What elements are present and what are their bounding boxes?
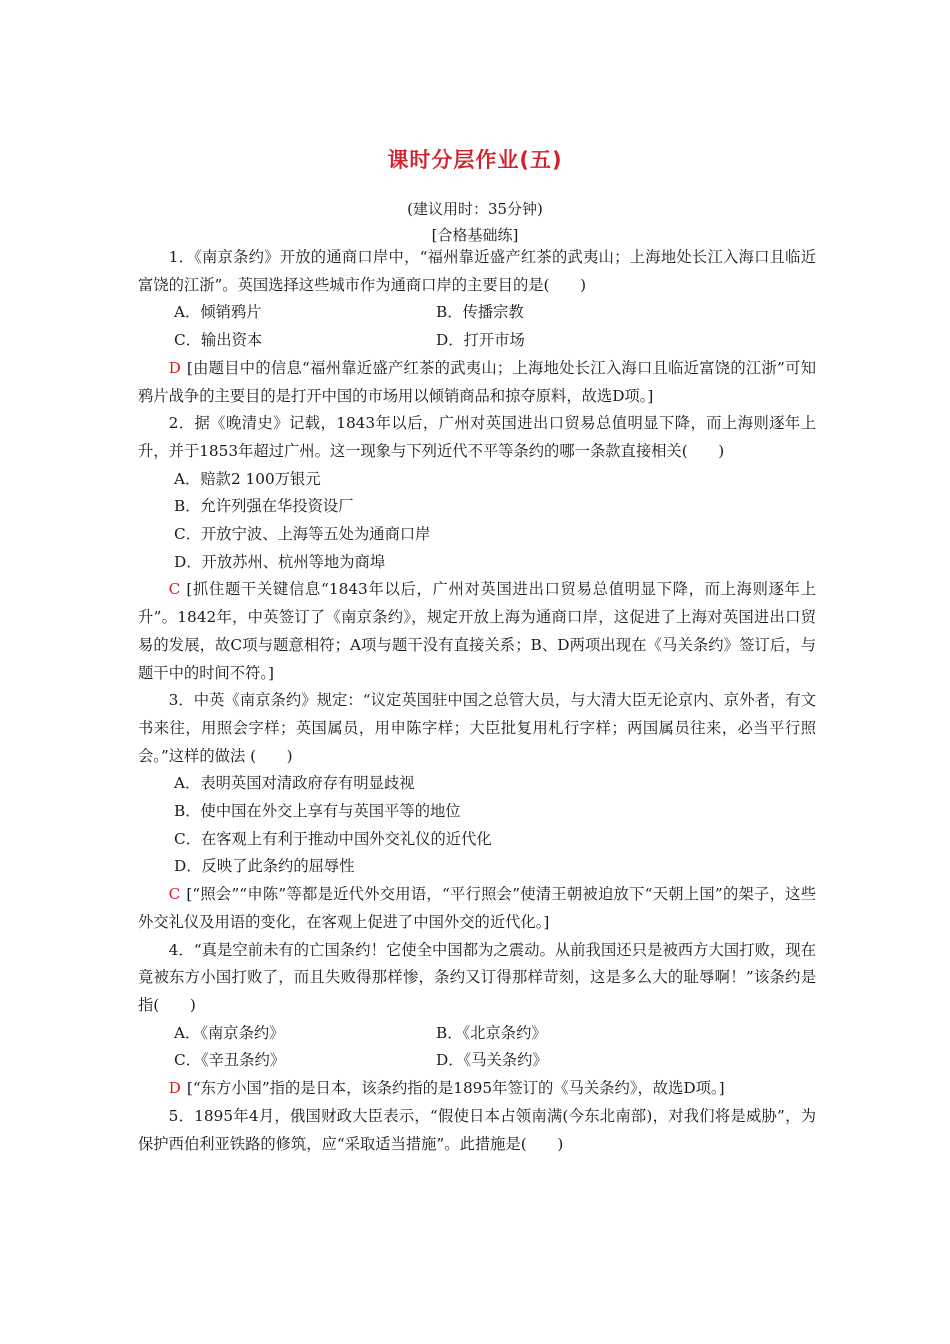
question-1-options-row-2 xyxy=(138,327,816,355)
option-c: C．输出资本 xyxy=(174,331,263,350)
question-list xyxy=(138,244,816,1158)
section-heading: [合格基础练] xyxy=(431,226,519,244)
option-d: D．打开市场 xyxy=(436,331,525,350)
question-4-stem: 4．“真是空前未有的亡国条约！它使全中国都为之震动。从前我国还只是被西方大国打败，现在竟被东方小国打败了，而且失败得那样惨，条约又订得那样苛刻，这是多么大的耻辱啊！”该条约是指( ) xyxy=(138,940,816,1014)
option-a: A．《南京条约》 xyxy=(174,1023,285,1042)
page-title: 课时分层作业(五) xyxy=(387,148,563,172)
question-3-explanation xyxy=(138,881,816,936)
option-d: D．开放苏州、杭州等地为商埠 xyxy=(174,552,386,571)
question-4-options-row-1 xyxy=(138,1020,816,1048)
explanation-text: [“东方小国”指的是日本，该条约指的是1895年签订的《马关条约》，故选D项。] xyxy=(186,1079,725,1098)
answer-letter: C xyxy=(168,580,181,599)
question-2-explanation xyxy=(138,576,816,687)
question-1-stem: 1．《南京条约》开放的通商口岸中，“福州靠近盛产红茶的武夷山；上海地处长江入海口且临近富饶的江浙”。英国选择这些城市作为通商口岸的主要目的是( ) xyxy=(138,248,816,294)
question-4-explanation xyxy=(138,1075,816,1103)
option-c: C．开放宁波、上海等五处为通商口岸 xyxy=(174,525,431,544)
option-b: B．《北京条约》 xyxy=(436,1023,547,1042)
question-2-stem: 2．据《晚清史》记载，1843年以后，广州对英国进出口贸易总值明显下降，而上海则逐年上升，并于1853年超过广州。这一现象与下列近代不平等条约的哪一条款直接相关( ) xyxy=(138,414,816,460)
option-b: B．传播宗教 xyxy=(436,303,524,322)
option-c: C．在客观上有利于推动中国外交礼仪的近代化 xyxy=(174,829,492,848)
option-a: A．表明英国对清政府存有明显歧视 xyxy=(174,774,415,793)
option-c: C．《辛丑条约》 xyxy=(174,1051,286,1070)
answer-letter: D xyxy=(168,1079,181,1098)
answer-letter: C xyxy=(168,885,181,904)
question-1-options-row-1 xyxy=(138,299,816,327)
answer-letter: D xyxy=(168,358,181,377)
question-5-stem: 5．1895年4月，俄国财政大臣表示，“假使日本占领南满(今东北南部)，对我们将是威胁”，为保护西伯利亚铁路的修筑，应“采取适当措施”。此措施是( ) xyxy=(138,1106,816,1153)
option-b: B．使中国在外交上享有与英国平等的地位 xyxy=(174,802,461,821)
option-d: D．《马关条约》 xyxy=(436,1051,548,1070)
question-4-options-row-2 xyxy=(138,1047,816,1075)
explanation-text: [“照会”“申陈”等都是近代外交用语，“平行照会”使清王朝被迫放下“天朝上国”的架子，这些外交礼仪及用语的变化，在客观上促进了中国外交的近代化。] xyxy=(138,885,816,931)
option-d: D．反映了此条约的屈辱性 xyxy=(174,857,355,876)
suggested-time: (建议用时：35分钟) xyxy=(407,200,543,218)
explanation-text: [抓住题干关键信息“1843年以后，广州对英国进出口贸易总值明显下降，而上海则逐年上升”。1842年，中英签订了《南京条约》，规定开放上海为通商口岸，这促进了上海对英国进出口贸易的发展，故C项与题意相符；A项与题干没有直接关系；B、D两项出现在《马关条约》签订后，与题干中的时间不符。] xyxy=(138,580,816,682)
question-3-stem: 3．中英《南京条约》规定：“议定英国驻中国之总管大员，与大清大臣无论京内、京外者，有文书来往，用照会字样；英国属员，用申陈字样；大臣批复用札行字样；两国属员往来，必当平行照会。”这样的做法 ( ) xyxy=(138,691,816,765)
option-a: A．赔款2 100万银元 xyxy=(174,469,321,488)
explanation-text: [由题目中的信息“福州靠近盛产红茶的武夷山；上海地处长江入海口且临近富饶的江浙”可知鸦片战争的主要目的是打开中国的市场用以倾销商品和掠夺原料，故选D项。] xyxy=(138,358,816,405)
option-a: A．倾销鸦片 xyxy=(174,303,262,322)
question-1-explanation xyxy=(138,355,816,410)
option-b: B．允许列强在华投资设厂 xyxy=(174,497,354,516)
